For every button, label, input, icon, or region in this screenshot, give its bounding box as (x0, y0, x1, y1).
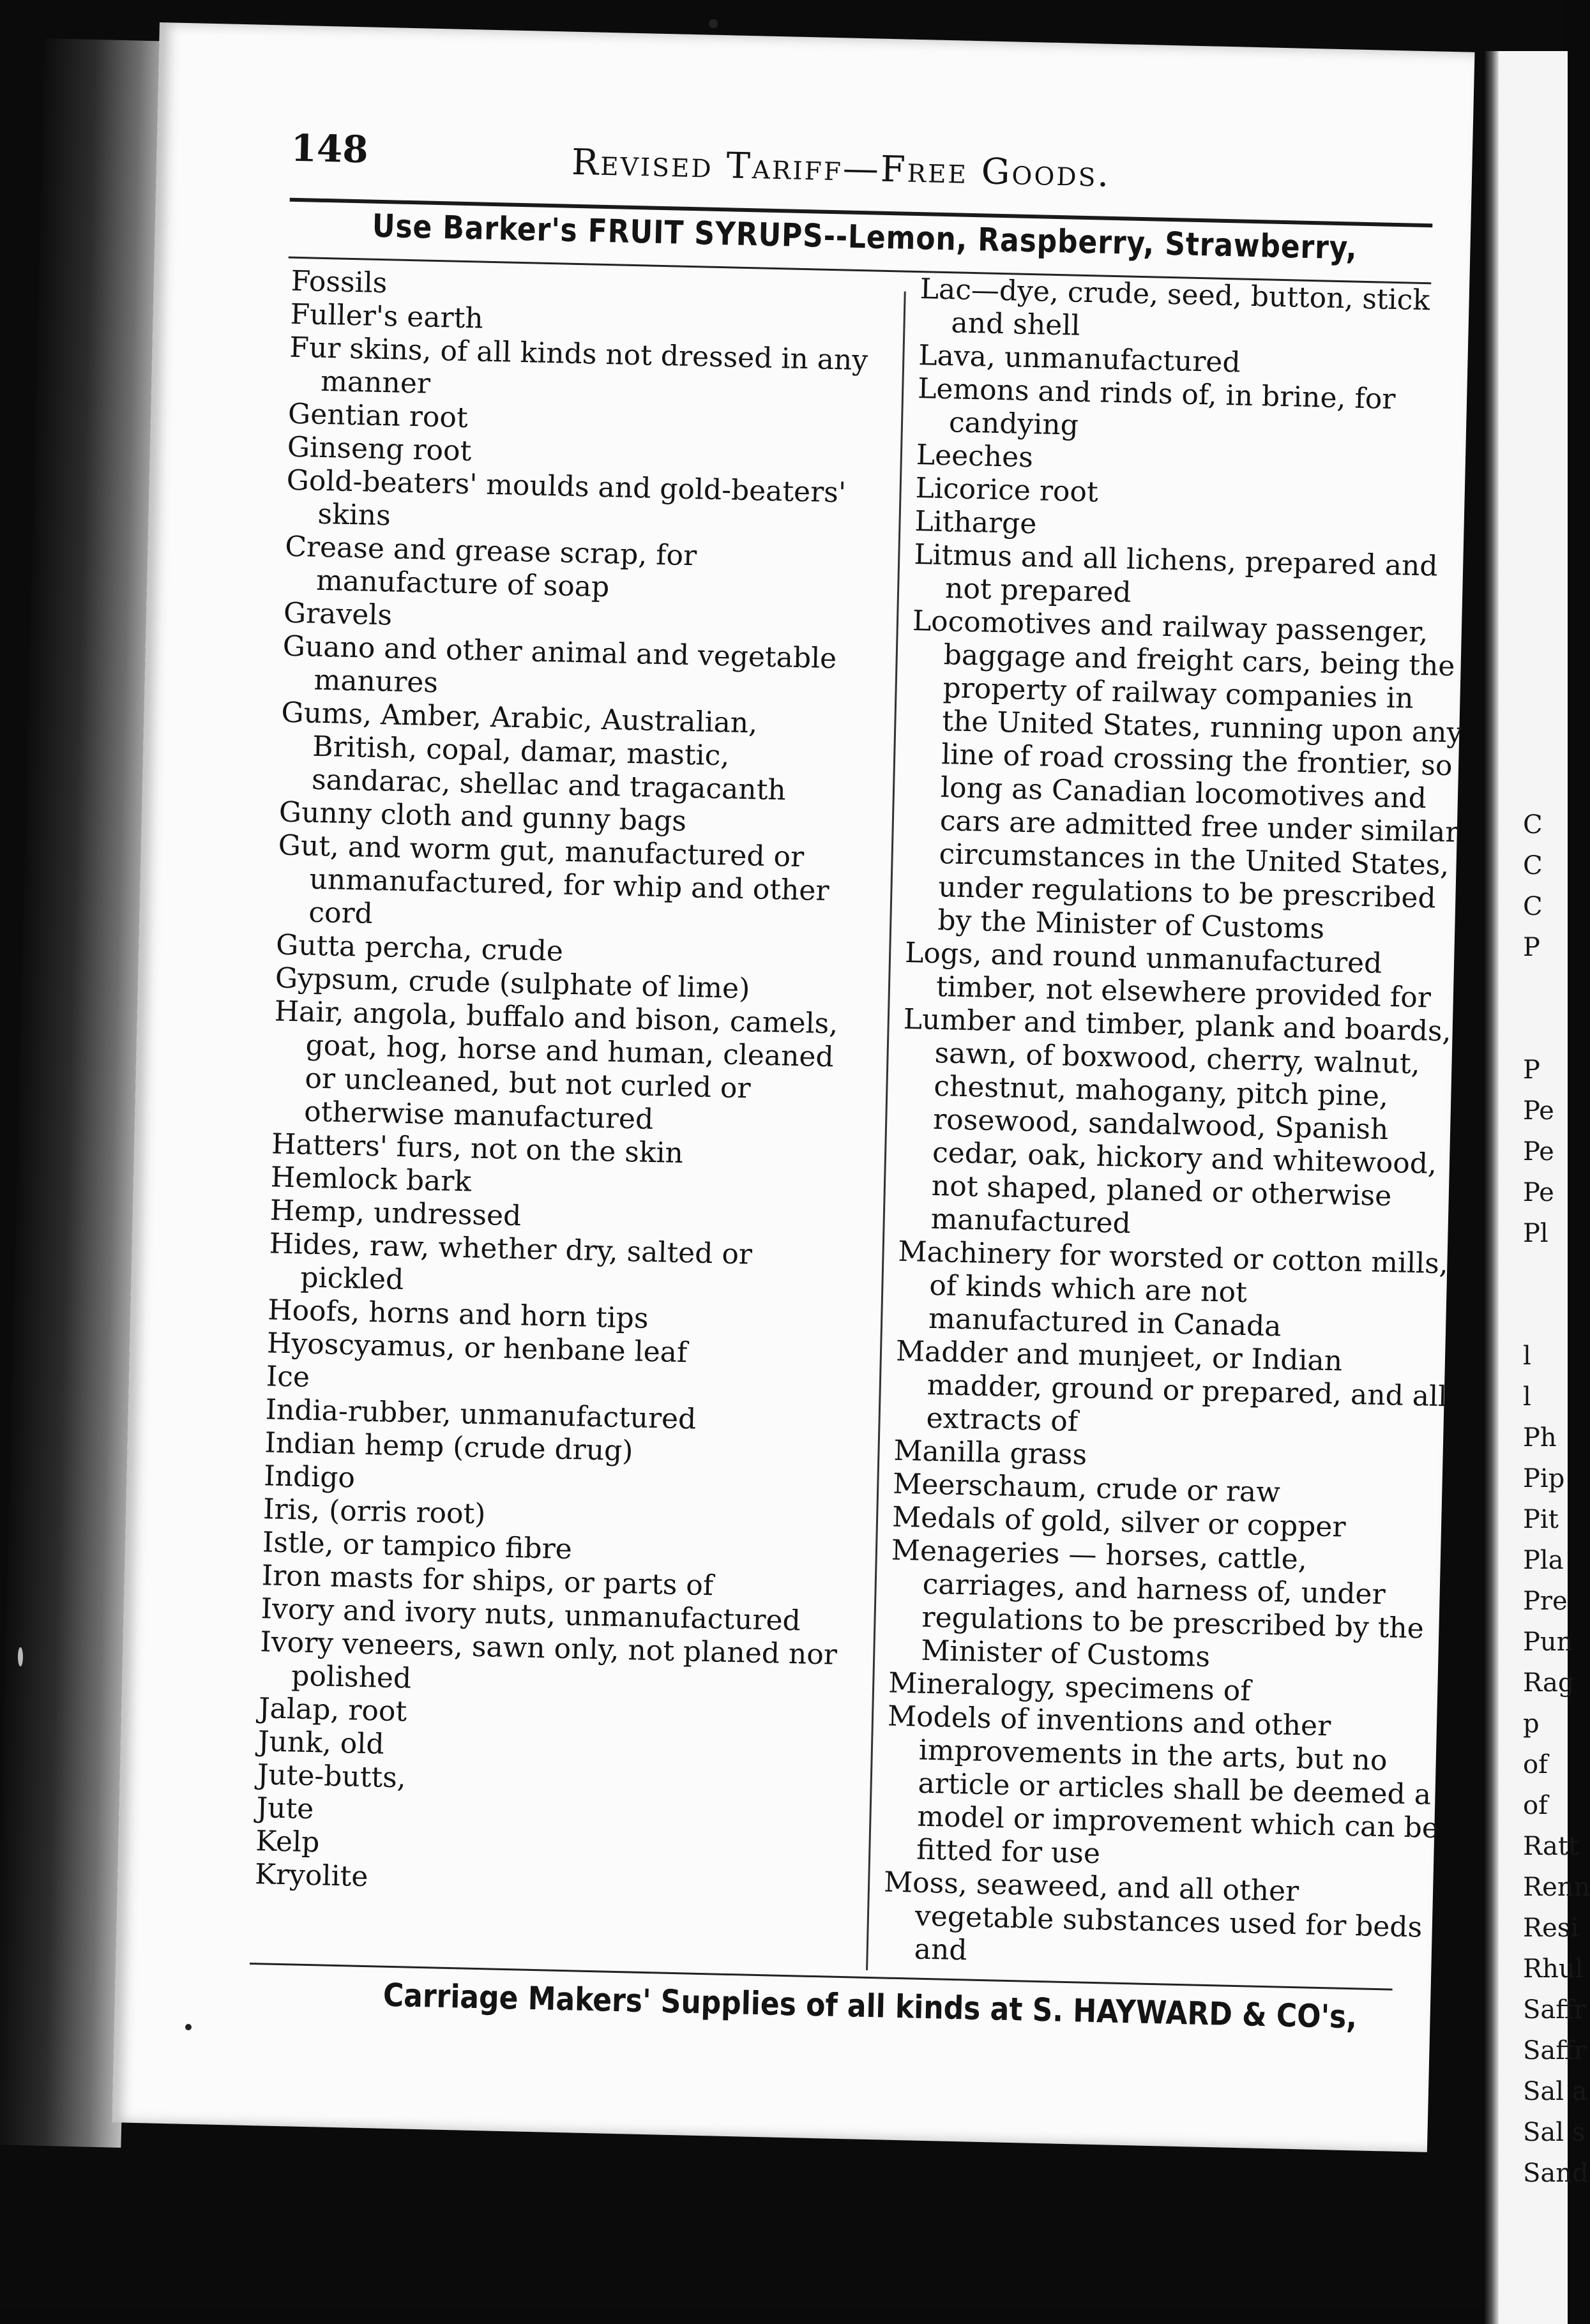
facing-page-fragment: Pla (1523, 1546, 1564, 1575)
facing-page-fragment: Renn (1523, 1873, 1590, 1902)
facing-page-fragment: C (1523, 810, 1543, 840)
left-column (255, 265, 873, 1905)
tariff-entry-left: Indigo (263, 1460, 356, 1495)
tariff-entry-left: Ivory veneers, sawn only, not planed nor polished (259, 1626, 838, 1695)
tariff-entry-right: Moss, seaweed, and all other vegetable substances used for beds and (883, 1866, 1423, 1967)
tariff-entry-left: Istle, or tampico fibre (262, 1526, 573, 1566)
tariff-entry-left: Iron masts for ships, or parts of (261, 1559, 714, 1603)
tariff-entry-right: Meerschaum, crude or raw (892, 1467, 1281, 1509)
facing-page-fragment: of (1523, 1791, 1548, 1820)
tariff-entry-left: Hides, raw, whether dry, salted or pickled (269, 1227, 753, 1297)
scan-speck (709, 19, 718, 28)
facing-page-fragment: C (1523, 851, 1543, 880)
tariff-entry-right: Lemons and rinds of, in brine, for candying (917, 372, 1396, 442)
tariff-entry-left: Gypsum, crude (sulphate of lime) (275, 962, 750, 1006)
facing-page-fragment: l (1523, 1341, 1531, 1371)
facing-page-fragment (1523, 1009, 1574, 1050)
tariff-entry-right: Menageries — horses, cattle, carriages, and harness of, under regulations to be prescribed by the Minister of Customs (891, 1534, 1425, 1673)
tariff-entry-left: Jute (256, 1792, 314, 1826)
tariff-entry-left: Kryolite (254, 1858, 368, 1894)
tariff-entry-right: Leeches (916, 439, 1034, 474)
tariff-entry-left: Ice (266, 1360, 310, 1394)
tariff-entry-left: Hemp, undressed (269, 1194, 522, 1233)
facing-page-fragment: P (1523, 933, 1540, 962)
tariff-entry-right: Manilla grass (893, 1434, 1087, 1472)
tariff-entry-left: Hair, angola, buffalo and bison, camels, goat, hog, horse and human, cleaned or uncleaned, but not curled or otherwise manufactured (274, 995, 838, 1136)
tariff-entry-right: Litharge (914, 505, 1037, 541)
facing-page-text-fragments (1523, 804, 1590, 2194)
facing-page-fragment: Pre (1523, 1587, 1568, 1616)
book-page (112, 22, 1474, 2152)
facing-page-fragment: Resi (1523, 1913, 1579, 1943)
scan-speck (185, 2024, 192, 2030)
tariff-entry-right: Machinery for worsted or cotton mills, of kinds which are not manufactured in Canada (898, 1235, 1449, 1343)
facing-page-fragment: Sand (1523, 2159, 1589, 2188)
facing-page-fragment: l (1523, 1382, 1531, 1412)
book-gutter (1485, 51, 1499, 2324)
tariff-entry-left: Junk, old (257, 1725, 385, 1761)
tariff-entry-left: Gums, Amber, Arabic, Australian, British, copal, damar, mastic, sandarac, shellac and tragacanth (280, 696, 787, 807)
tariff-entry-left: Ivory and ivory nuts, unmanufactured (261, 1592, 801, 1638)
tariff-entry-left: Hemlock bark (270, 1161, 472, 1198)
tariff-entry-left: Iris, (orris root) (262, 1493, 486, 1531)
facing-page-fragment: Pe (1523, 1178, 1554, 1207)
facing-page-fragment: Rag (1523, 1668, 1575, 1698)
facing-page-fragment: Saffr (1523, 2036, 1586, 2065)
tariff-entry-left: Gut, and worm gut, manufactured or unmanufactured, for whip and other cord (278, 829, 830, 930)
facing-page-fragment (1523, 1254, 1574, 1295)
tariff-entry-left: Hyoscyamus, or henbane leaf (266, 1327, 688, 1370)
tariff-entry-left: Fuller's earth (290, 298, 484, 335)
facing-page-fragment: Pit (1523, 1505, 1559, 1534)
tariff-entry-right: Lac—dye, crude, seed, button, stick and shell (920, 273, 1430, 342)
running-title: Revised Tariff—Free Goods. (571, 141, 1112, 195)
tariff-entry-left: Hatters' furs, not on the skin (271, 1128, 684, 1170)
tariff-entry-left: Fur skins, of all kinds not dressed in any manner (289, 331, 868, 400)
tariff-entry-left: Jute-butts, (257, 1758, 407, 1795)
facing-page-fragment: C (1523, 892, 1543, 921)
tariff-entry-left: Gentian root (287, 397, 469, 435)
tariff-entry-left: Gold-beaters' moulds and gold-beaters' skins (286, 464, 847, 532)
facing-page-fragment: Ph (1523, 1423, 1557, 1452)
tariff-entry-right: Madder and munjeet, or Indian madder, ground or prepared, and all extracts of (895, 1334, 1448, 1438)
tariff-entry-left: Crease and grease scrap, for manufacture of soap (284, 530, 697, 604)
tariff-entry-right: Models of inventions and other improvements in the arts, but no article or articles shall be deemed a model or improvement which can be fitted for use (887, 1700, 1439, 1871)
right-column (882, 273, 1476, 1978)
facing-page-fragment: of (1523, 1750, 1548, 1779)
tariff-entry-right: Medals of gold, silver or copper (891, 1500, 1347, 1544)
facing-page-fragment: Sal s (1523, 2118, 1586, 2147)
tariff-entry-right: Mineralogy, specimens of (888, 1666, 1252, 1708)
facing-page-fragment: P (1523, 1055, 1540, 1085)
tariff-entry-left: Guano and other animal and vegetable manures (282, 630, 837, 700)
facing-page-fragment: Pe (1523, 1096, 1554, 1126)
facing-page-edge (1485, 51, 1590, 2324)
tariff-entry-right: Litmus and all lichens, prepared and not prepared (913, 538, 1439, 609)
tariff-entry-left: Gutta percha, crude (275, 928, 564, 968)
facing-page-fragment: Ratt (1523, 1832, 1579, 1861)
tariff-entry-left: Jalap, root (258, 1692, 407, 1728)
facing-page-fragment: Pun (1523, 1627, 1573, 1657)
facing-page-fragment: Pe (1523, 1137, 1554, 1166)
facing-page-fragment: Pl (1523, 1219, 1548, 1248)
tariff-entry-right: Licorice root (915, 472, 1099, 509)
tariff-entry-left: Kelp (255, 1825, 320, 1859)
facing-page-fragment: Rhul (1523, 1954, 1584, 1984)
tariff-entry-left: India-rubber, unmanufactured (265, 1393, 697, 1436)
scan-speck (18, 1647, 23, 1666)
tariff-entry-left: Fossils (291, 264, 388, 300)
advertisement-banner-bottom: Carriage Makers' Supplies of all kinds at S. HAYWARD & CO's, (382, 1976, 1358, 2036)
tariff-entry-left: Gravels (283, 596, 393, 632)
facing-page-fragment: Sal a (1523, 2077, 1587, 2106)
tariff-entry-left: Gunny cloth and gunny bags (278, 796, 687, 838)
facing-page-fragment: Saffr (1523, 1995, 1586, 2025)
tariff-entry-right: Logs, and round unmanufactured timber, not elsewhere provided for (904, 936, 1432, 1015)
advertisement-banner-top: Use Barker's FRUIT SYRUPS--Lemon, Raspberry, Strawberry, (372, 207, 1358, 267)
facing-page-fragment (1523, 968, 1574, 1009)
facing-page-fragment: Pip (1523, 1464, 1565, 1493)
tariff-entry-left: Hoofs, horns and horn tips (267, 1294, 649, 1335)
tariff-entry-left: Indian hemp (crude drug) (264, 1426, 634, 1468)
tariff-entry-right: Lumber and timber, plank and boards, sawn, of boxwood, cherry, walnut, chestnut, mahogany, pitch pine, rosewood, sandalwood, Spanish cedar, oak, hickory and whitewood, not shaped, planed or otherwise manufactured (903, 1002, 1452, 1240)
facing-page-fragment (1523, 1295, 1574, 1336)
facing-page-fragment: p (1523, 1709, 1540, 1739)
page-number: 148 (290, 126, 369, 172)
tariff-entry-right: Locomotives and railway passenger, baggage and freight cars, being the property of railway companies in the United States, running upon any line of road crossing the frontier, so long as Canadian locomotives and cars are admitted free under similar circumstances in the United States, under regulations to be prescribed by the Minister of Customs (912, 604, 1463, 946)
tariff-entry-right: Lava, unmanufactured (918, 339, 1241, 379)
tariff-entry-left: Ginseng root (287, 430, 472, 468)
